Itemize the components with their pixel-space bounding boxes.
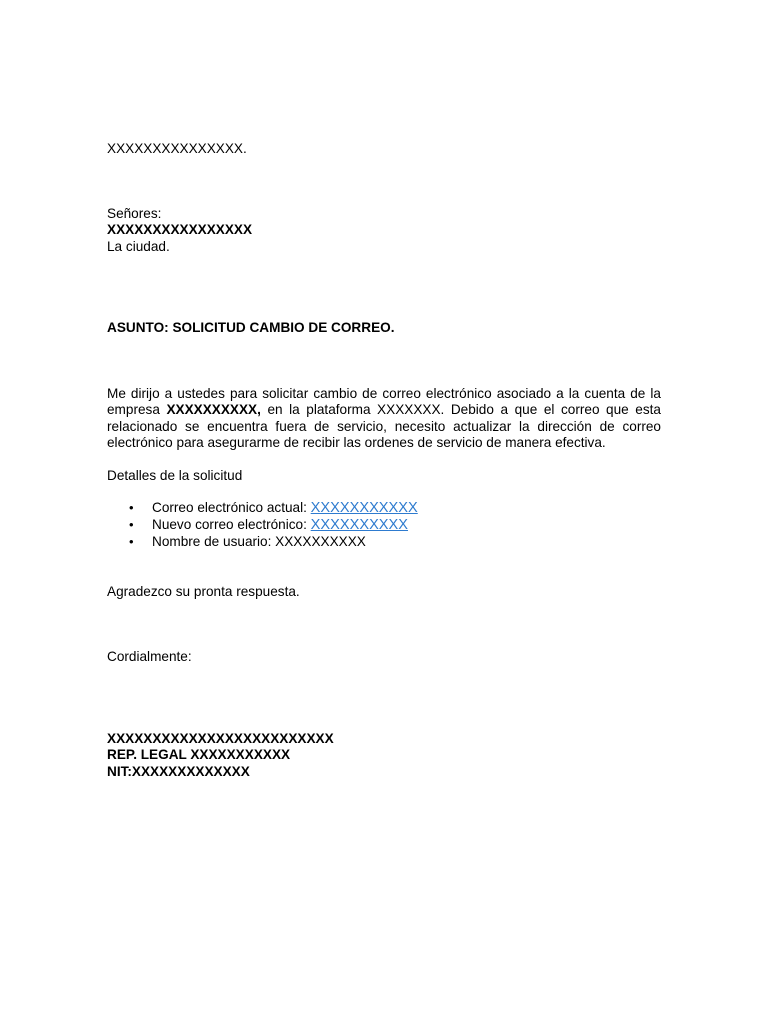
place-date <box>107 141 661 157</box>
signature-role: REP. LEGAL XXXXXXXXXXX <box>107 747 291 763</box>
detail-label: Correo electrónico actual: <box>152 500 311 515</box>
thanks-text: Agradezco su pronta respuesta. <box>107 584 300 599</box>
username-value: XXXXXXXXXX <box>275 533 366 549</box>
closing-text: Cordialmente: <box>107 649 192 664</box>
place-date-text: XXXXXXXXXXXXXXX. <box>107 141 247 156</box>
recipient-greeting: Señores: <box>107 206 162 221</box>
list-item <box>107 534 661 551</box>
details-list-block <box>107 500 661 550</box>
body-company-name: XXXXXXXXXX, <box>166 402 261 418</box>
details-heading <box>107 468 661 484</box>
signature-nit: NIT:XXXXXXXXXXXXX <box>107 763 250 779</box>
details-heading-text: Detalles de la solicitud <box>107 468 243 483</box>
bullet-icon: • <box>129 533 134 549</box>
bullet-icon: • <box>129 516 134 532</box>
bullet-icon: • <box>129 500 134 515</box>
signature-name: XXXXXXXXXXXXXXXXXXXXXXXXX <box>107 731 334 746</box>
detail-label: Nombre de usuario: <box>152 533 276 549</box>
detail-label: Nuevo correo electrónico: <box>152 516 311 532</box>
closing-line <box>107 649 661 665</box>
thanks-line <box>107 584 661 600</box>
list-item <box>107 517 661 534</box>
subject-text: ASUNTO: SOLICITUD CAMBIO DE CORREO. <box>107 320 395 335</box>
list-item <box>107 500 661 517</box>
new-email-link[interactable]: XXXXXXXXXX <box>310 516 409 533</box>
body-paragraph <box>107 386 661 452</box>
recipient-block <box>107 206 661 255</box>
body-text-part1: Me dirijo a ustedes para solicitar cambio de correo electrónico asociado a la cuenta de la empresa <box>107 386 661 418</box>
signature-block <box>107 731 661 780</box>
current-email-link[interactable]: XXXXXXXXXXX <box>310 500 418 516</box>
recipient-city: La ciudad. <box>107 238 170 254</box>
details-list <box>107 500 661 550</box>
recipient-company: XXXXXXXXXXXXXXXX <box>107 222 253 238</box>
subject-line <box>107 320 661 336</box>
body-text-part2: en la plataforma XXXXXXX. Debido a que el correo que esta relacionado se encuentra fuera de servicio, necesito actualizar la dirección de correo electrónico para asegurarme de recibir las ordenes de servicio de manera efectiva. <box>107 402 661 451</box>
letter-page <box>107 0 661 1024</box>
